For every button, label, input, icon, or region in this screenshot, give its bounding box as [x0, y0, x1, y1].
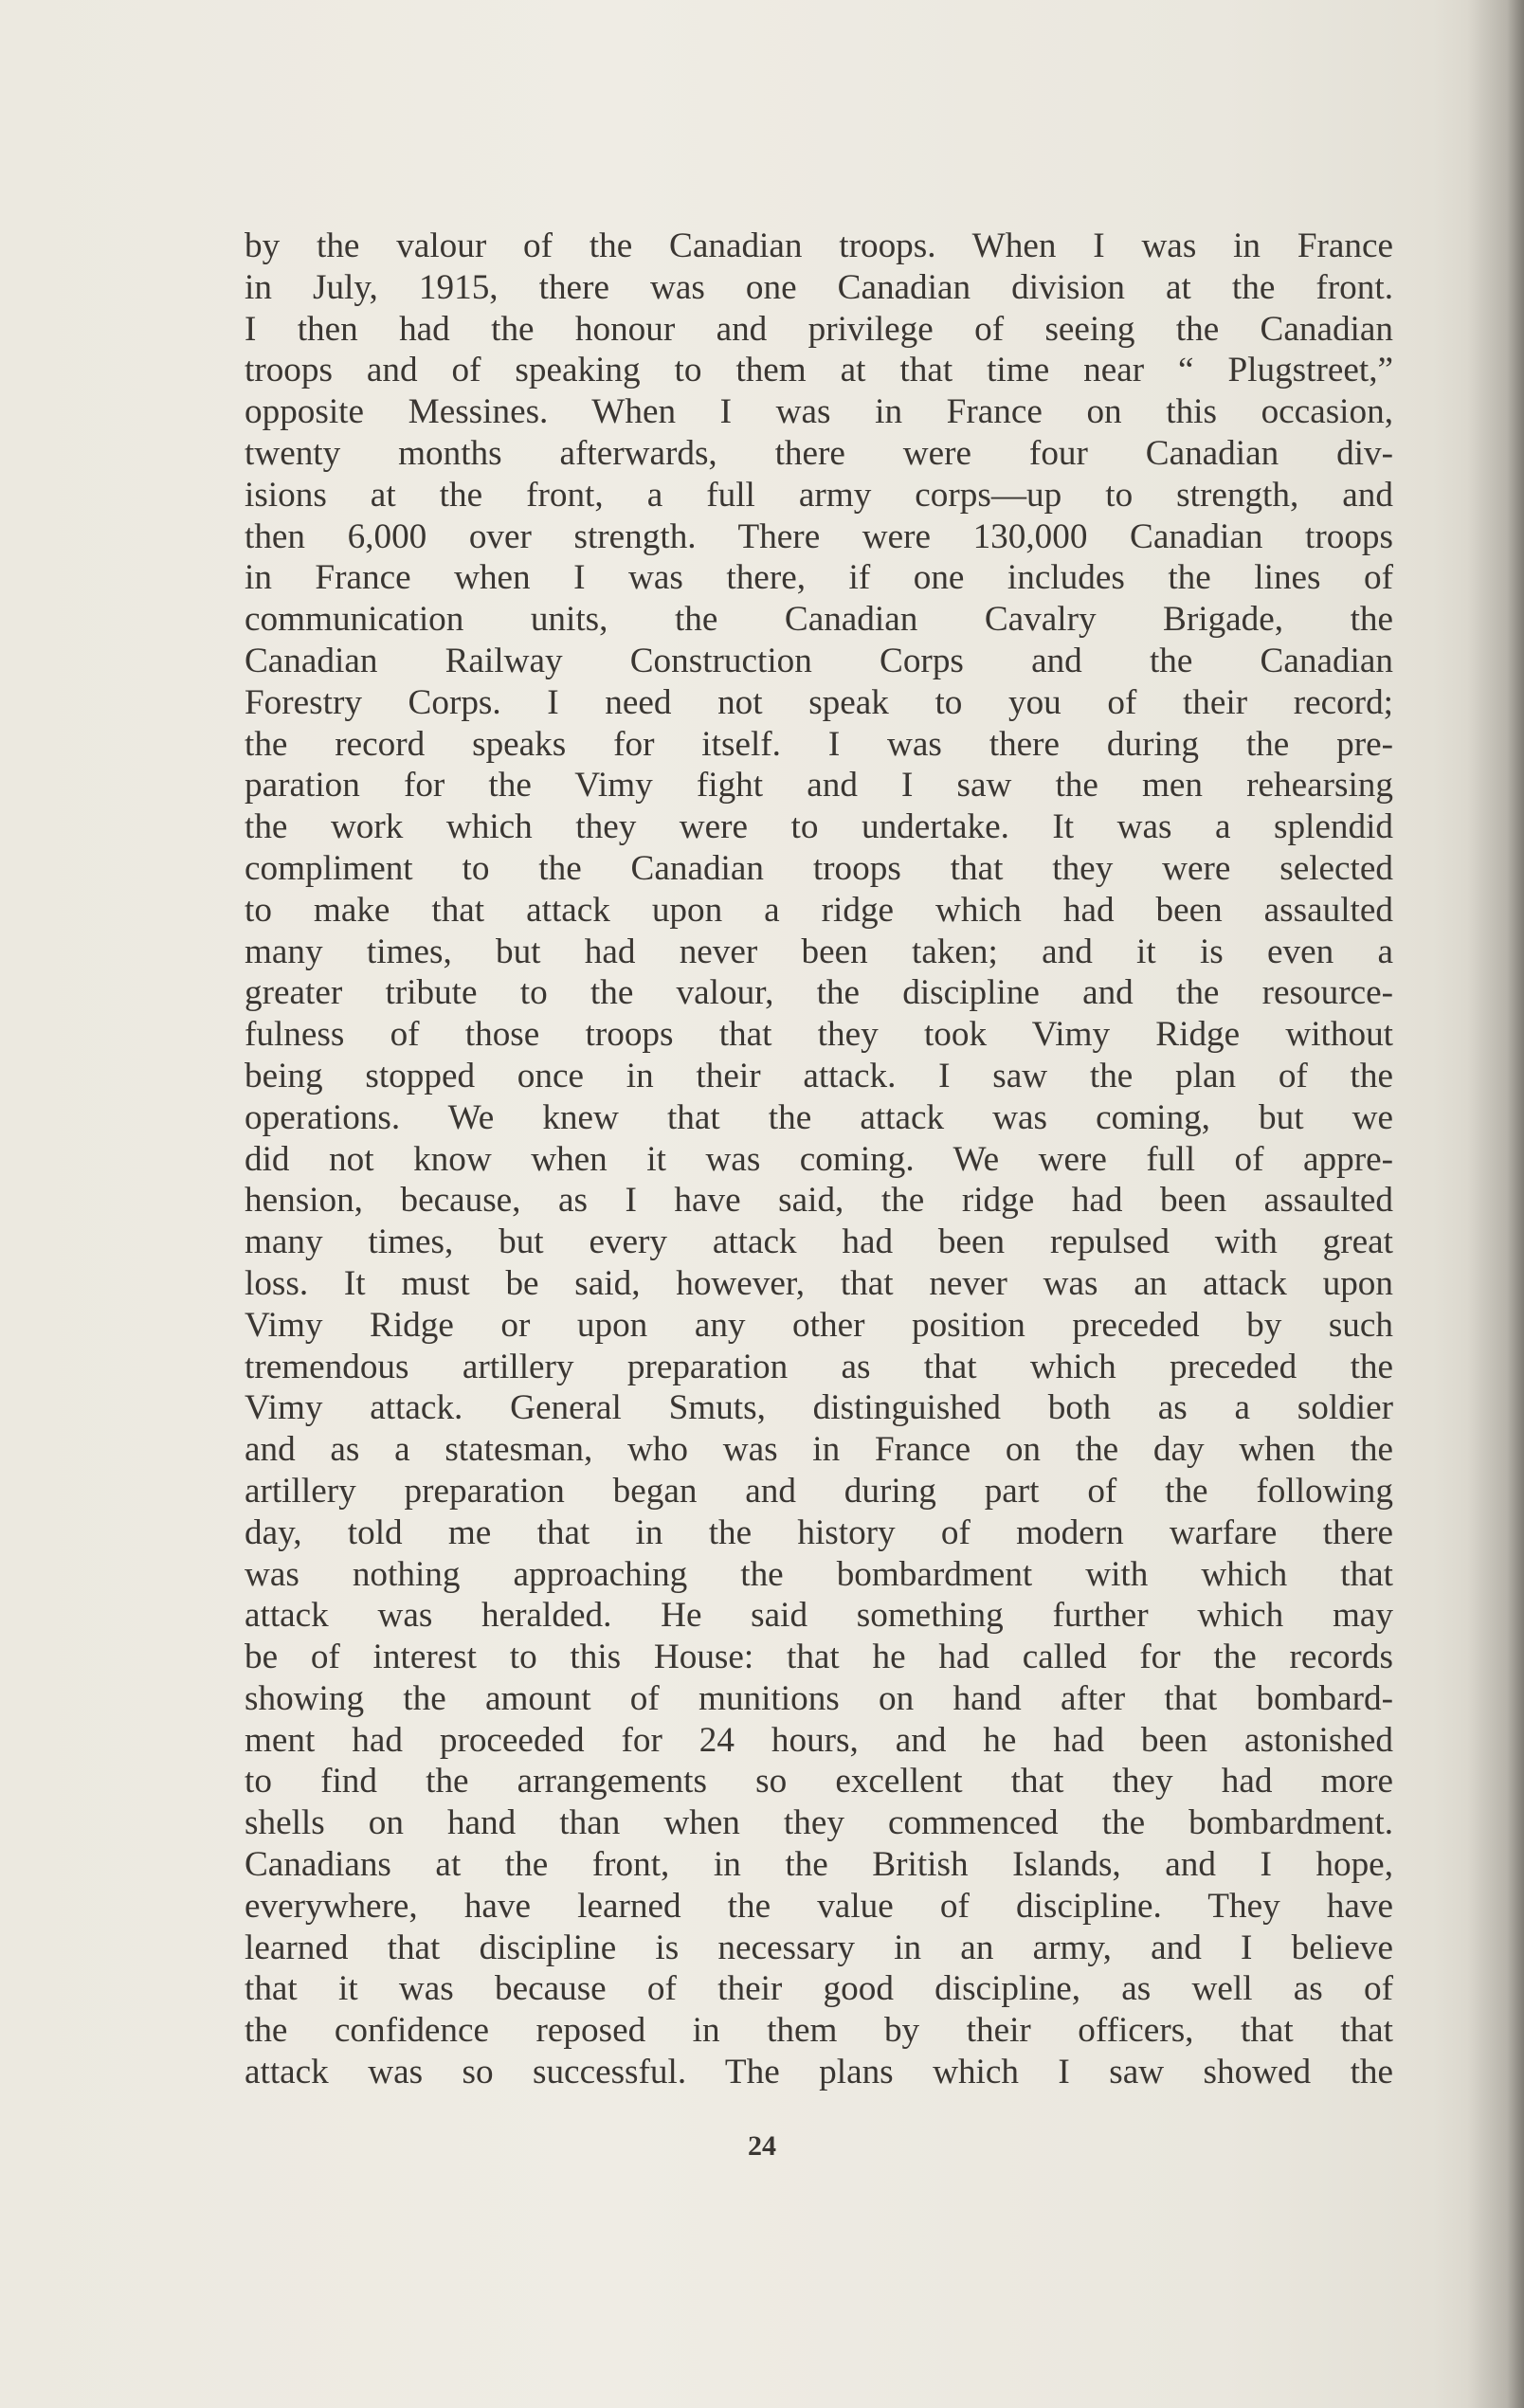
text-line: everywhere, have learned the value of discipline. They have	[245, 1886, 1393, 1926]
text-line: day, told me that in the history of modern warfare there	[245, 1512, 1393, 1552]
text-line: to make that attack upon a ridge which had been assaulted	[245, 890, 1393, 930]
text-line: Vimy attack. General Smuts, distinguished both as a soldier	[245, 1388, 1393, 1428]
page-edge-shadow	[1467, 0, 1524, 2408]
text-line: operations. We knew that the attack was coming, but we	[245, 1097, 1393, 1137]
text-line: did not know when it was coming. We were full of appre-	[245, 1139, 1393, 1179]
text-line: was nothing approaching the bombardment with which that	[245, 1554, 1393, 1594]
text-line: showing the amount of munitions on hand after that bombard-	[245, 1678, 1393, 1718]
text-line: learned that discipline is necessary in an army, and I believe	[245, 1928, 1393, 1967]
text-line: opposite Messines. When I was in France on this occasion,	[245, 392, 1393, 432]
text-line: hension, because, as I have said, the ridge had been assaulted	[245, 1181, 1393, 1221]
text-line: being stopped once in their attack. I saw the plan of the	[245, 1056, 1393, 1095]
text-line: artillery preparation began and during part of the following	[245, 1471, 1393, 1511]
text-line: paration for the Vimy fight and I saw the men rehearsing	[245, 766, 1393, 806]
text-line: attack was so successful. The plans which I saw showed the	[245, 2053, 1393, 2092]
text-line: I then had the honour and privilege of seeing the Canadian	[245, 309, 1393, 349]
text-line: tremendous artillery preparation as that which preceded the	[245, 1347, 1393, 1386]
text-line: troops and of speaking to them at that time near “ Plugstreet,”	[245, 351, 1393, 390]
text-line: ment had proceeded for 24 hours, and he had been astonished	[245, 1720, 1393, 1760]
text-line: in July, 1915, there was one Canadian division at the front.	[245, 267, 1393, 307]
text-line: be of interest to this House: that he had called for the records	[245, 1638, 1393, 1677]
text-line: many times, but had never been taken; and it is even a	[245, 932, 1393, 971]
text-line: attack was heralded. He said something further which may	[245, 1596, 1393, 1636]
page-number: 24	[748, 2130, 776, 2162]
text-line: by the valour of the Canadian troops. When I was in France	[245, 226, 1393, 265]
text-line: compliment to the Canadian troops that they were selected	[245, 848, 1393, 888]
text-line: many times, but every attack had been repulsed with great	[245, 1222, 1393, 1262]
text-line: Vimy Ridge or upon any other position preceded by such	[245, 1305, 1393, 1345]
text-line: the work which they were to undertake. It was a splendid	[245, 807, 1393, 847]
text-line: that it was because of their good discipline, as well as of	[245, 1969, 1393, 2009]
text-line: and as a statesman, who was in France on the day when the	[245, 1430, 1393, 1470]
text-line: communication units, the Canadian Cavalry Brigade, the	[245, 600, 1393, 640]
text-line: twenty months afterwards, there were four Canadian div-	[245, 433, 1393, 473]
text-line: Canadian Railway Construction Corps and the Canadian	[245, 641, 1393, 680]
text-line: to find the arrangements so excellent that they had more	[245, 1762, 1393, 1801]
text-line: greater tribute to the valour, the discipline and the resource-	[245, 973, 1393, 1013]
text-line: Forestry Corps. I need not speak to you of their record;	[245, 682, 1393, 722]
text-line: fulness of those troops that they took Vimy Ridge without	[245, 1015, 1393, 1055]
text-line: in France when I was there, if one includes the lines of	[245, 558, 1393, 598]
text-line: then 6,000 over strength. There were 130,000 Canadian troops	[245, 516, 1393, 556]
text-line: isions at the front, a full army corps—up to strength, and	[245, 475, 1393, 515]
text-line: shells on hand than when they commenced the bombardment.	[245, 1803, 1393, 1843]
text-line: loss. It must be said, however, that never was an attack upon	[245, 1263, 1393, 1303]
text-line: the confidence reposed in them by their officers, that that	[245, 2011, 1393, 2051]
body-paragraph	[245, 226, 1393, 2093]
text-line: Canadians at the front, in the British Islands, and I hope,	[245, 1845, 1393, 1885]
text-line: the record speaks for itself. I was there during the pre-	[245, 724, 1393, 764]
